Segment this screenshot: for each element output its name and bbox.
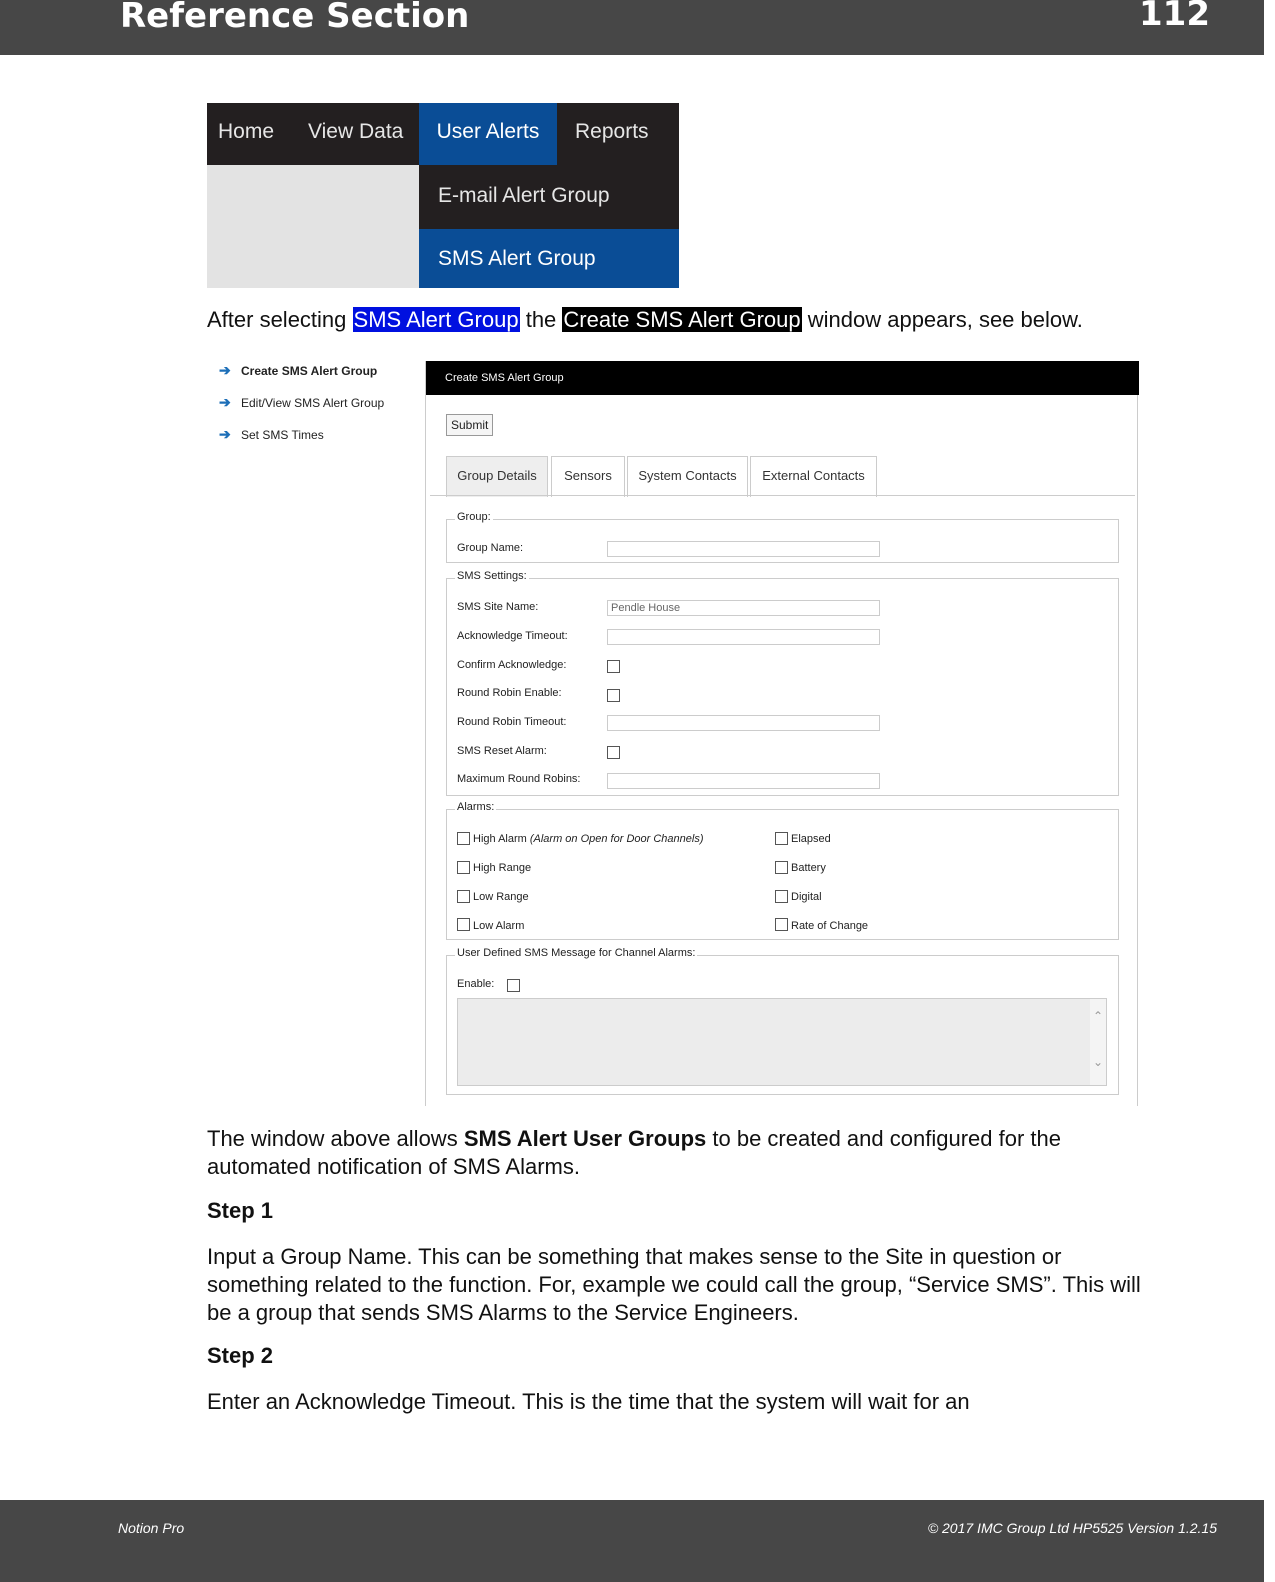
rr-enable-label: Round Robin Enable: [457,687,562,699]
digital-label: Digital [791,891,822,903]
footer-copyright: © 2017 IMC Group Ltd HP5525 Version 1.2.15 [927,1520,1217,1536]
sms-site-name-label: SMS Site Name: [457,601,539,613]
sms-settings-fieldset [446,570,1119,796]
page-number: 112 [1139,0,1210,34]
footer-product: Notion Pro [118,1520,185,1536]
p1-text-a: The window above allows [207,1126,464,1151]
create-sms-alert-group-panel [425,361,1138,1106]
intro-text-middle: the [519,307,563,332]
side-link-edit-view[interactable] [219,394,384,411]
side-link-label: Edit/View SMS Alert Group [241,396,385,410]
nav-reports[interactable]: Reports [575,120,649,143]
sms-reset-alarm-label: SMS Reset Alarm: [457,745,547,757]
rr-enable-checkbox[interactable] [607,689,620,702]
high-range-checkbox[interactable] [457,861,470,874]
confirm-ack-label: Confirm Acknowledge: [457,659,567,671]
group-fieldset [446,511,1119,563]
ack-timeout-label: Acknowledge Timeout: [457,630,568,642]
tab-divider [430,495,1135,496]
arrow-right-icon: ➔ [219,394,231,410]
section-title: Reference Section [120,0,470,36]
user-message-legend: User Defined SMS Message for Channel Alarms: [457,947,696,959]
intro-text-before: After selecting [207,307,353,332]
rr-timeout-input[interactable] [607,715,880,731]
elapsed-label: Elapsed [791,833,831,845]
low-alarm-checkbox[interactable] [457,918,470,931]
enable-checkbox[interactable] [507,979,520,992]
low-range-checkbox[interactable] [457,890,470,903]
group-name-label: Group Name: [457,542,524,554]
highlight-sms-alert-group: SMS Alert Group [353,307,519,332]
page-header [0,0,1264,55]
low-alarm-label: Low Alarm [473,920,525,932]
sms-site-name-input[interactable]: Pendle House [607,600,880,616]
nav-user-alerts[interactable]: User Alerts [419,103,557,165]
p1-text-b: to be created and configured for the automated notification of SMS Alarms. [207,1126,1061,1179]
side-link-label: Create SMS Alert Group [241,364,378,378]
elapsed-checkbox[interactable] [775,832,788,845]
alarms-fieldset [446,801,1119,940]
intro-paragraph [207,306,1147,334]
rate-of-change-label: Rate of Change [791,920,869,932]
sms-reset-alarm-checkbox[interactable] [607,746,620,759]
tab-external-contacts[interactable]: External Contacts [750,456,877,497]
ack-timeout-input[interactable] [607,629,880,645]
sms-settings-legend: SMS Settings: [457,570,527,582]
body-paragraph-2: Input a Group Name. This can be something that makes sense to the Site in question or something related to the function. For, example we could call the group, “Service SMS”. This will be a group that sends SMS Alarms to the Service Engineers. [207,1244,1141,1325]
battery-checkbox[interactable] [775,861,788,874]
nav-menu-screenshot [207,103,679,288]
intro-text-after: window appears, see below. [801,307,1083,332]
rr-timeout-label: Round Robin Timeout: [457,716,567,728]
panel-title: Create SMS Alert Group [426,361,1139,395]
tab-system-contacts[interactable]: System Contacts [627,456,748,497]
highlight-create-sms-alert-group: Create SMS Alert Group [563,307,801,332]
submit-button[interactable]: Submit [446,414,493,436]
p1-bold: SMS Alert User Groups [463,1126,707,1151]
high-alarm-label [473,833,704,845]
textarea-scrollbar[interactable] [1090,999,1106,1085]
digital-checkbox[interactable] [775,890,788,903]
side-link-set-sms-times[interactable] [219,426,324,443]
chevron-down-icon[interactable]: ⌄ [1092,1055,1104,1069]
user-message-fieldset [446,947,1119,1095]
nav-view-data[interactable]: View Data [308,120,404,143]
group-legend: Group: [457,511,491,523]
sms-message-textarea[interactable] [457,998,1107,1086]
high-alarm-text: High Alarm [473,833,530,845]
arrow-right-icon: ➔ [219,426,231,442]
high-range-label: High Range [473,862,532,874]
max-round-robins-input[interactable] [607,773,880,789]
max-round-robins-label: Maximum Round Robins: [457,773,581,785]
body-paragraph-1 [207,1125,1147,1181]
step-2-heading: Step 2 [207,1343,274,1368]
rate-of-change-checkbox[interactable] [775,918,788,931]
group-name-input[interactable] [607,541,880,557]
side-link-create[interactable] [219,362,377,379]
confirm-ack-checkbox[interactable] [607,660,620,673]
tab-sensors[interactable]: Sensors [551,456,625,497]
submenu-email-alert-group[interactable]: E-mail Alert Group [419,165,679,229]
side-link-label: Set SMS Times [241,428,324,442]
alarms-legend: Alarms: [457,801,495,813]
body-paragraph-3: Enter an Acknowledge Timeout. This is the time that the system will wait for an [207,1389,970,1414]
enable-label: Enable: [457,978,495,990]
chevron-up-icon[interactable]: ⌃ [1092,1009,1104,1023]
low-range-label: Low Range [473,891,529,903]
high-alarm-checkbox[interactable] [457,832,470,845]
nav-home[interactable]: Home [218,120,275,143]
arrow-right-icon: ➔ [219,362,231,378]
page-footer [0,1500,1264,1582]
step-1-heading: Step 1 [207,1198,274,1223]
battery-label: Battery [791,862,826,874]
high-alarm-note: (Alarm on Open for Door Channels) [529,833,704,845]
tab-group-details[interactable]: Group Details [446,456,548,497]
submenu-sms-alert-group[interactable]: SMS Alert Group [419,229,679,288]
